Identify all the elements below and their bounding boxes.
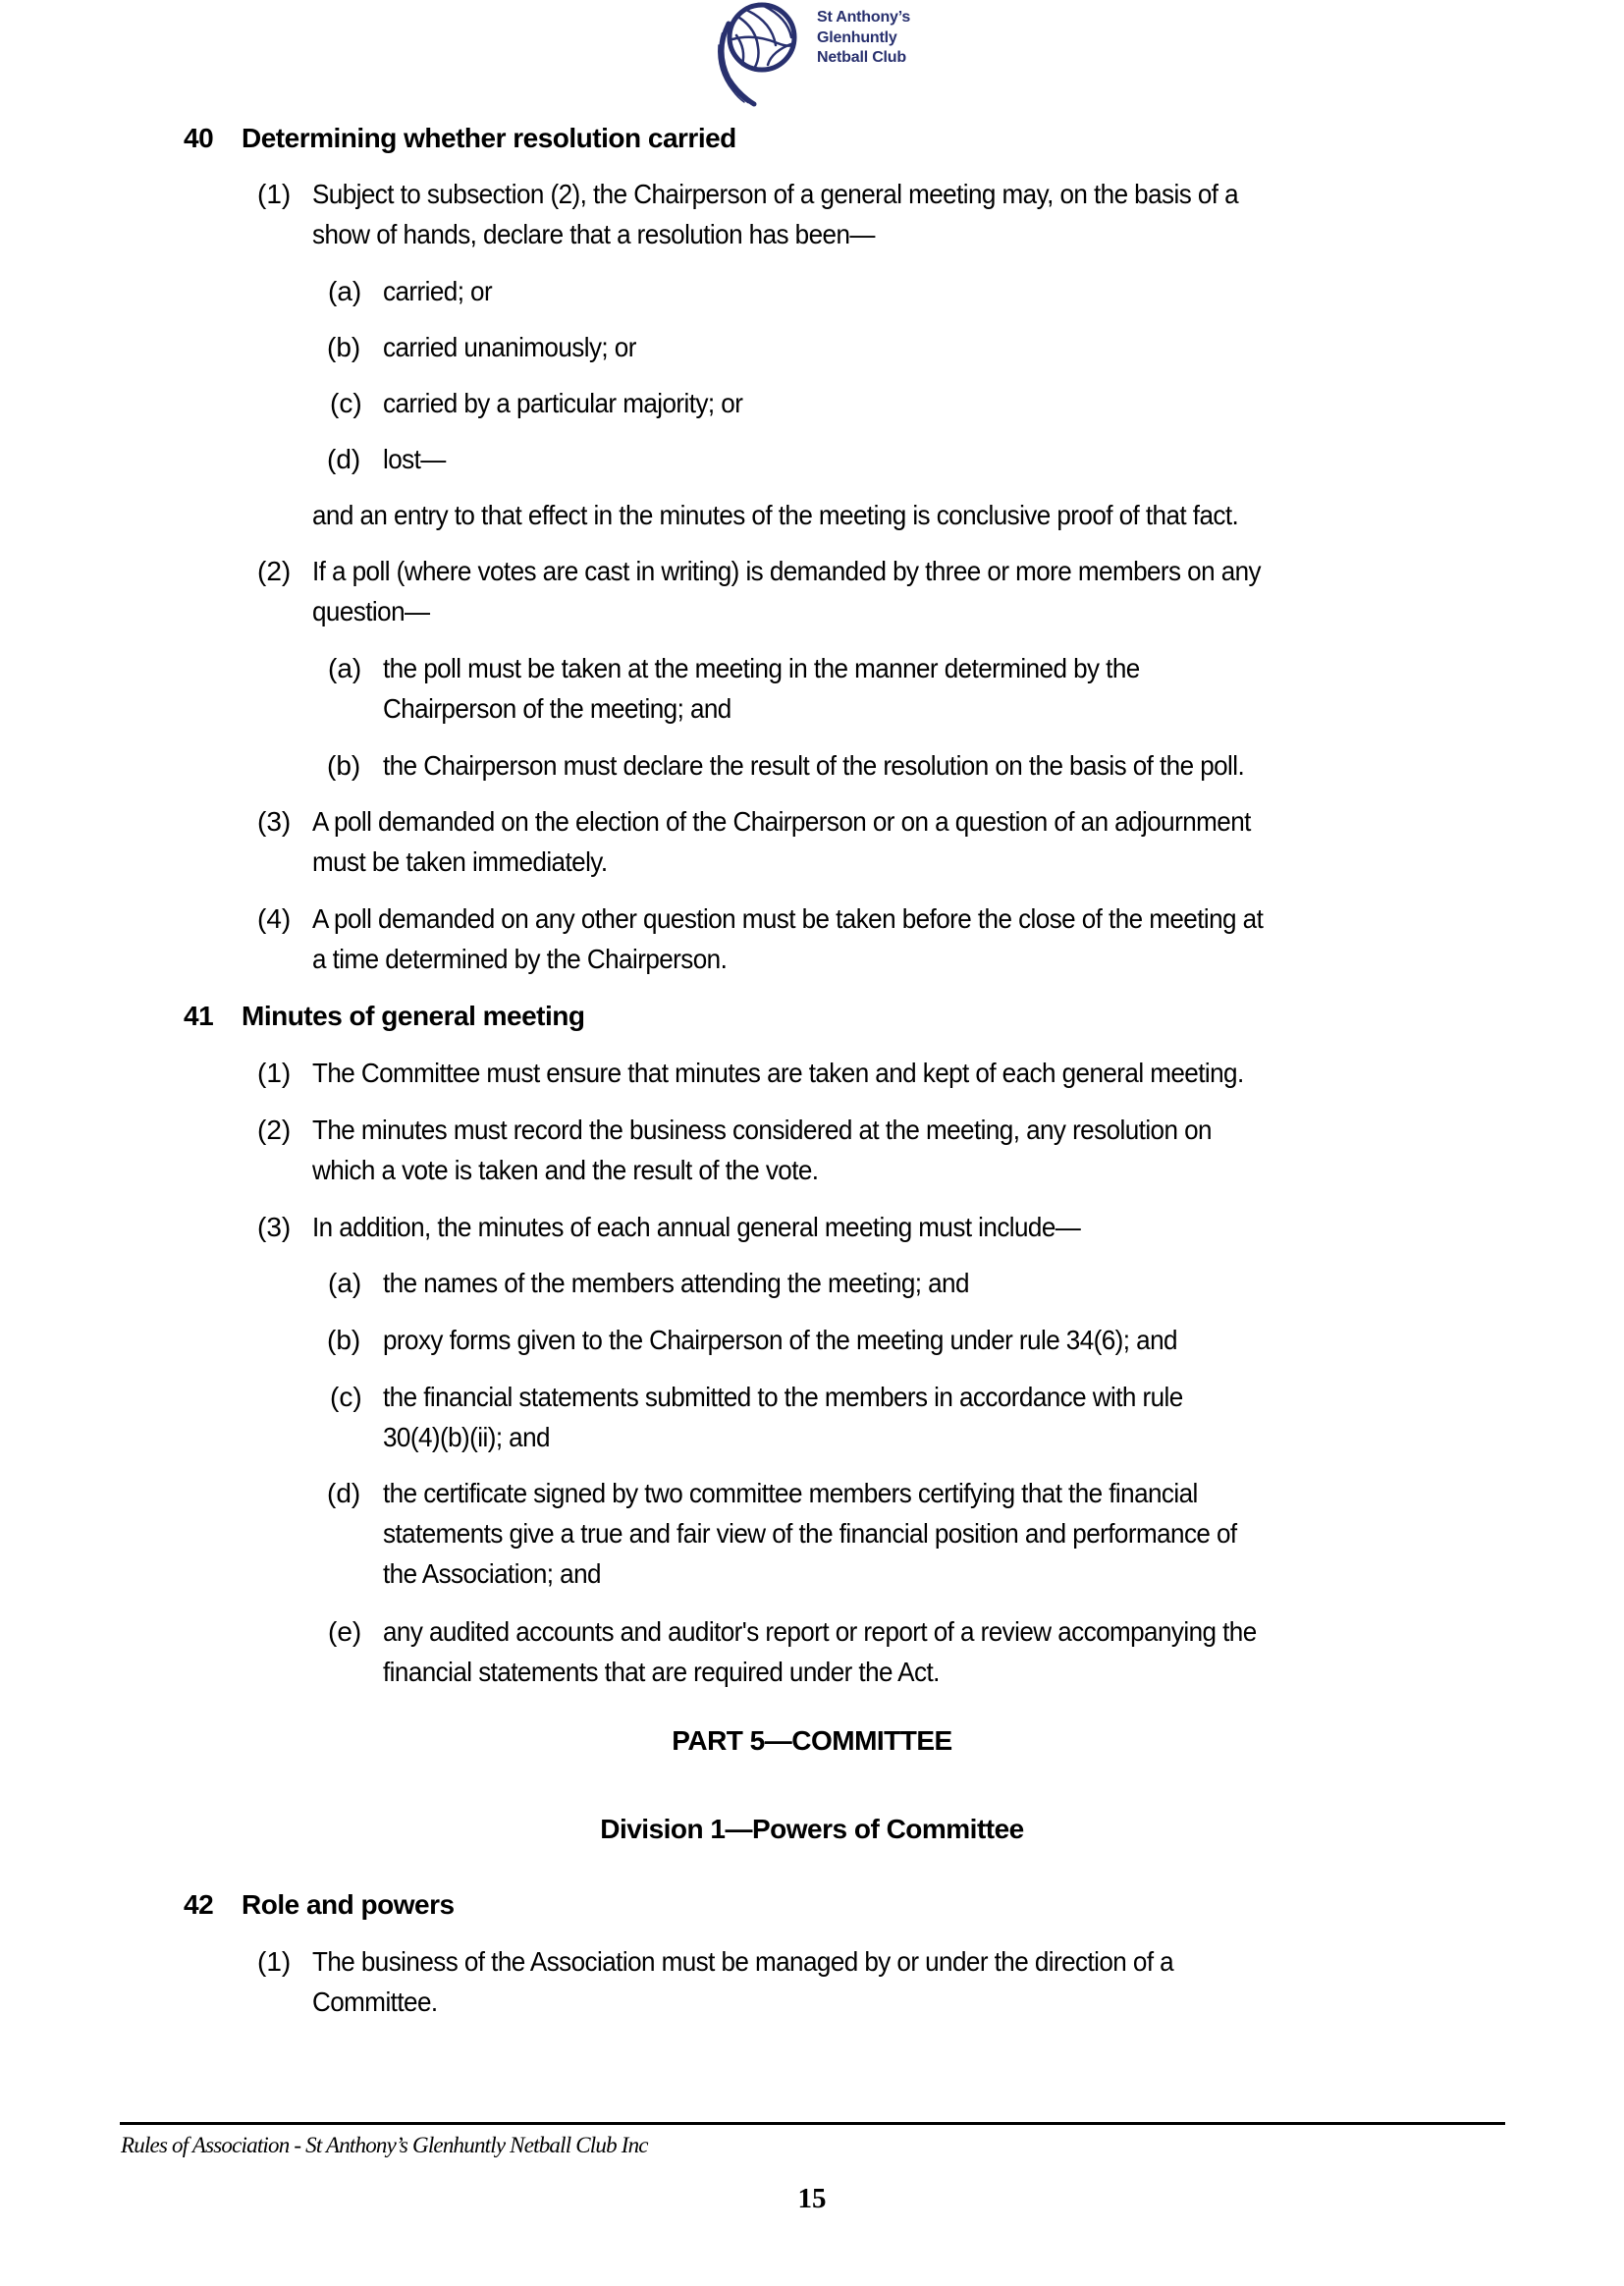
subsection-text: must be taken immediately. bbox=[312, 846, 608, 877]
paragraph-text: carried; or bbox=[383, 276, 493, 306]
club-name-logo-text bbox=[817, 8, 910, 69]
paragraph-text: the Chairperson must declare the result of the resolution on the basis of the poll. bbox=[383, 750, 1245, 781]
paragraph-text: the names of the members attending the meeting; and bbox=[383, 1268, 969, 1298]
paragraph-label: (b) bbox=[327, 750, 361, 781]
subsection-text: Subject to subsection (2), the Chairperson of a general meeting may, on the basis of a bbox=[312, 179, 1239, 209]
paragraph-text: lost— bbox=[383, 444, 446, 474]
paragraph-text: the Association; and bbox=[383, 1558, 601, 1589]
subsection-label: (1) bbox=[257, 1946, 292, 1977]
subsection-text: In addition, the minutes of each annual general meeting must include— bbox=[312, 1212, 1081, 1242]
paragraph-label: (c) bbox=[330, 388, 362, 418]
paragraph-label: (a) bbox=[328, 276, 362, 306]
footer-text: Rules of Association - St Anthony’s Glenhuntly Netball Club Inc bbox=[121, 2133, 648, 2157]
subsection-label: (3) bbox=[257, 806, 292, 837]
subsection-label: (2) bbox=[257, 1115, 292, 1145]
subsection-text: question— bbox=[312, 596, 430, 626]
subsection-label: (3) bbox=[257, 1212, 292, 1242]
subsection-text: A poll demanded on any other question must be taken before the close of the meeting at bbox=[312, 903, 1264, 934]
paragraph-text: the poll must be taken at the meeting in the manner determined by the bbox=[383, 653, 1140, 683]
subsection-text: which a vote is taken and the result of the vote. bbox=[312, 1155, 819, 1185]
paragraph-label: (c) bbox=[330, 1382, 362, 1412]
logo-line: St Anthony’s bbox=[817, 9, 911, 26]
subsection-text: The minutes must record the business considered at the meeting, any resolution on bbox=[312, 1115, 1212, 1145]
paragraph-label: (d) bbox=[327, 1478, 361, 1508]
footer-divider bbox=[120, 2122, 1505, 2125]
netball-icon bbox=[707, 0, 825, 110]
paragraph-label: (d) bbox=[327, 444, 361, 474]
paragraph-label: (e) bbox=[328, 1616, 362, 1647]
subsection-label: (2) bbox=[257, 556, 292, 586]
subsection-text: The business of the Association must be managed by or under the direction of a bbox=[312, 1946, 1174, 1977]
logo-line: Glenhuntly bbox=[817, 28, 897, 46]
logo-line: Netball Club bbox=[817, 49, 906, 66]
paragraph-text: the financial statements submitted to the members in accordance with rule bbox=[383, 1382, 1183, 1412]
subsection-trailer: and an entry to that effect in the minutes of the meeting is conclusive proof of that fact. bbox=[312, 500, 1239, 530]
section-number: 41 bbox=[184, 1001, 214, 1031]
paragraph-text: any audited accounts and auditor's report or report of a review accompanying the bbox=[383, 1616, 1257, 1647]
paragraph-label: (a) bbox=[328, 1268, 362, 1298]
paragraph-label: (b) bbox=[327, 332, 361, 362]
subsection-label: (4) bbox=[257, 903, 292, 934]
paragraph-text: carried unanimously; or bbox=[383, 332, 636, 362]
paragraph-text: the certificate signed by two committee members certifying that the financial bbox=[383, 1478, 1198, 1508]
section-heading: Minutes of general meeting bbox=[242, 1001, 585, 1031]
paragraph-text: proxy forms given to the Chairperson of the meeting under rule 34(6); and bbox=[383, 1325, 1177, 1355]
section-heading: Determining whether resolution carried bbox=[242, 123, 736, 153]
subsection-label: (1) bbox=[257, 179, 292, 209]
subsection-text: A poll demanded on the election of the Chairperson or on a question of an adjournment bbox=[312, 806, 1251, 837]
part-heading: PART 5—COMMITTEE bbox=[672, 1725, 952, 1756]
division-heading: Division 1—Powers of Committee bbox=[600, 1814, 1024, 1844]
paragraph-label: (b) bbox=[327, 1325, 361, 1355]
paragraph-label: (a) bbox=[328, 653, 362, 683]
section-number: 40 bbox=[184, 123, 214, 153]
subsection-text: Committee. bbox=[312, 1987, 438, 2017]
paragraph-text: 30(4)(b)(ii); and bbox=[383, 1422, 550, 1452]
subsection-label: (1) bbox=[257, 1058, 292, 1088]
subsection-text: a time determined by the Chairperson. bbox=[312, 944, 728, 974]
subsection-text: The Committee must ensure that minutes are taken and kept of each general meeting. bbox=[312, 1058, 1244, 1088]
page-number: 15 bbox=[797, 2183, 827, 2214]
section-heading: Role and powers bbox=[242, 1889, 455, 1920]
subsection-text: If a poll (where votes are cast in writing) is demanded by three or more members on any bbox=[312, 556, 1262, 586]
paragraph-text: statements give a true and fair view of the financial position and performance of bbox=[383, 1518, 1237, 1549]
subsection-text: show of hands, declare that a resolution has been— bbox=[312, 219, 875, 249]
paragraph-text: carried by a particular majority; or bbox=[383, 388, 743, 418]
section-number: 42 bbox=[184, 1889, 214, 1920]
paragraph-text: financial statements that are required under the Act. bbox=[383, 1657, 940, 1687]
paragraph-text: Chairperson of the meeting; and bbox=[383, 693, 731, 724]
